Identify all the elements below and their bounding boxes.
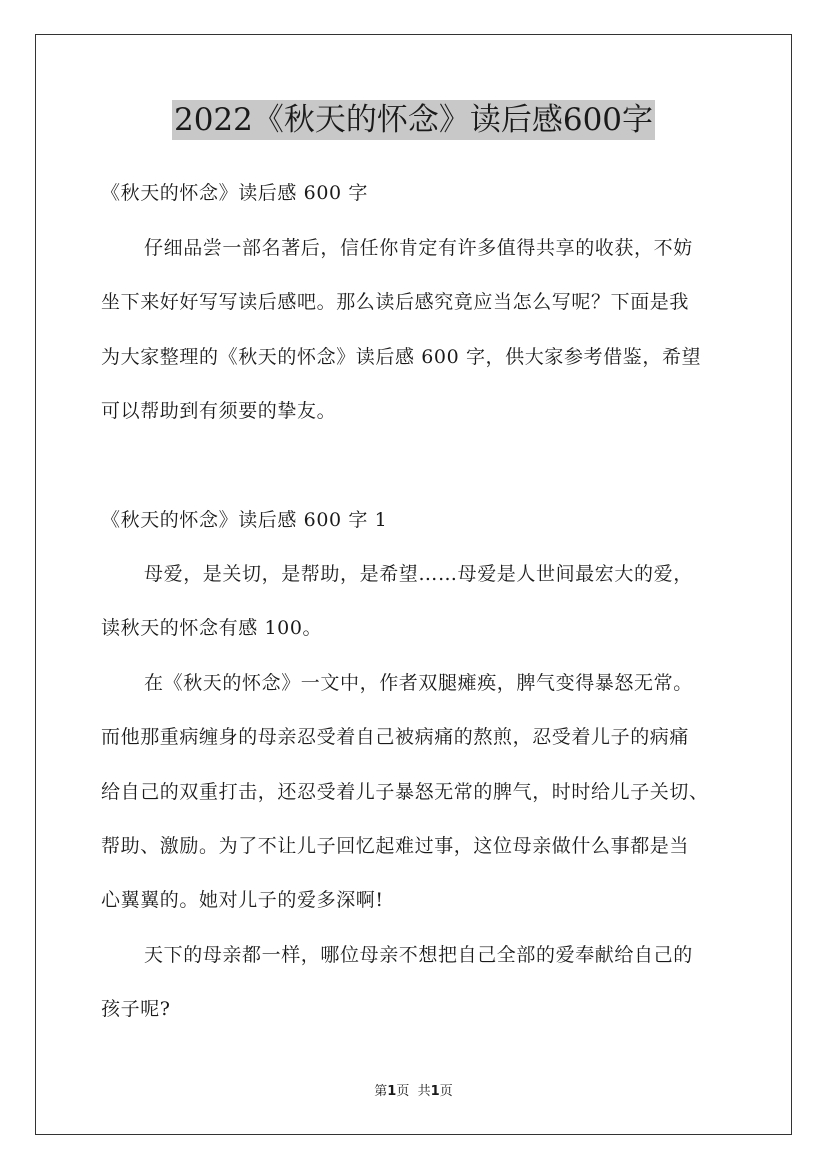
total-pages: 1 xyxy=(430,1084,440,1099)
title-container xyxy=(0,100,827,140)
page-footer xyxy=(0,1084,827,1100)
document-subtitle: 《秋天的怀念》读后感 600 字 xyxy=(101,182,368,204)
intro-line: 坐下来好好写写读后感吧。那么读后感究竟应当怎么写呢？下面是我 xyxy=(101,291,690,313)
section-heading: 《秋天的怀念》读后感 600 字 1 xyxy=(101,509,388,531)
total-suffix: 页 xyxy=(439,1084,453,1099)
paragraph-line: 孩子呢? xyxy=(101,998,171,1020)
document-title: 2022《秋天的怀念》读后感600字 xyxy=(173,102,654,138)
intro-line: 可以帮助到有须要的挚友。 xyxy=(101,400,337,422)
paragraph-line: 母爱，是关切，是帮助，是希望……母爱是人世间最宏大的爱， xyxy=(144,563,693,585)
page-number: 1 xyxy=(387,1084,397,1099)
paragraph-line: 天下的母亲都一样，哪位母亲不想把自己全部的爱奉献给自己的 xyxy=(144,944,693,966)
page-prefix: 第 xyxy=(374,1084,388,1099)
page-suffix: 页 xyxy=(396,1084,410,1099)
paragraph-line: 在《秋天的怀念》一文中，作者双腿瘫痪，脾气变得暴怒无常。 xyxy=(144,672,693,694)
total-prefix: 共 xyxy=(417,1084,431,1099)
paragraph-line: 而他那重病缠身的母亲忍受着自己被病痛的熬煎，忍受着儿子的病痛 xyxy=(101,726,690,748)
intro-line: 仔细品尝一部名著后，信任你肯定有许多值得共享的收获，不妨 xyxy=(144,237,693,259)
paragraph-line: 心翼翼的。她对儿子的爱多深啊! xyxy=(101,889,384,911)
paragraph-line: 帮助、激励。为了不让儿子回忆起难过事，这位母亲做什么事都是当 xyxy=(101,835,690,857)
paragraph-line: 读秋天的怀念有感 100。 xyxy=(101,617,323,639)
paragraph-line: 给自己的双重打击，还忍受着儿子暴怒无常的脾气，时时给儿子关切、 xyxy=(101,781,709,803)
intro-line: 为大家整理的《秋天的怀念》读后感 600 字，供大家参考借鉴，希望 xyxy=(101,346,702,368)
